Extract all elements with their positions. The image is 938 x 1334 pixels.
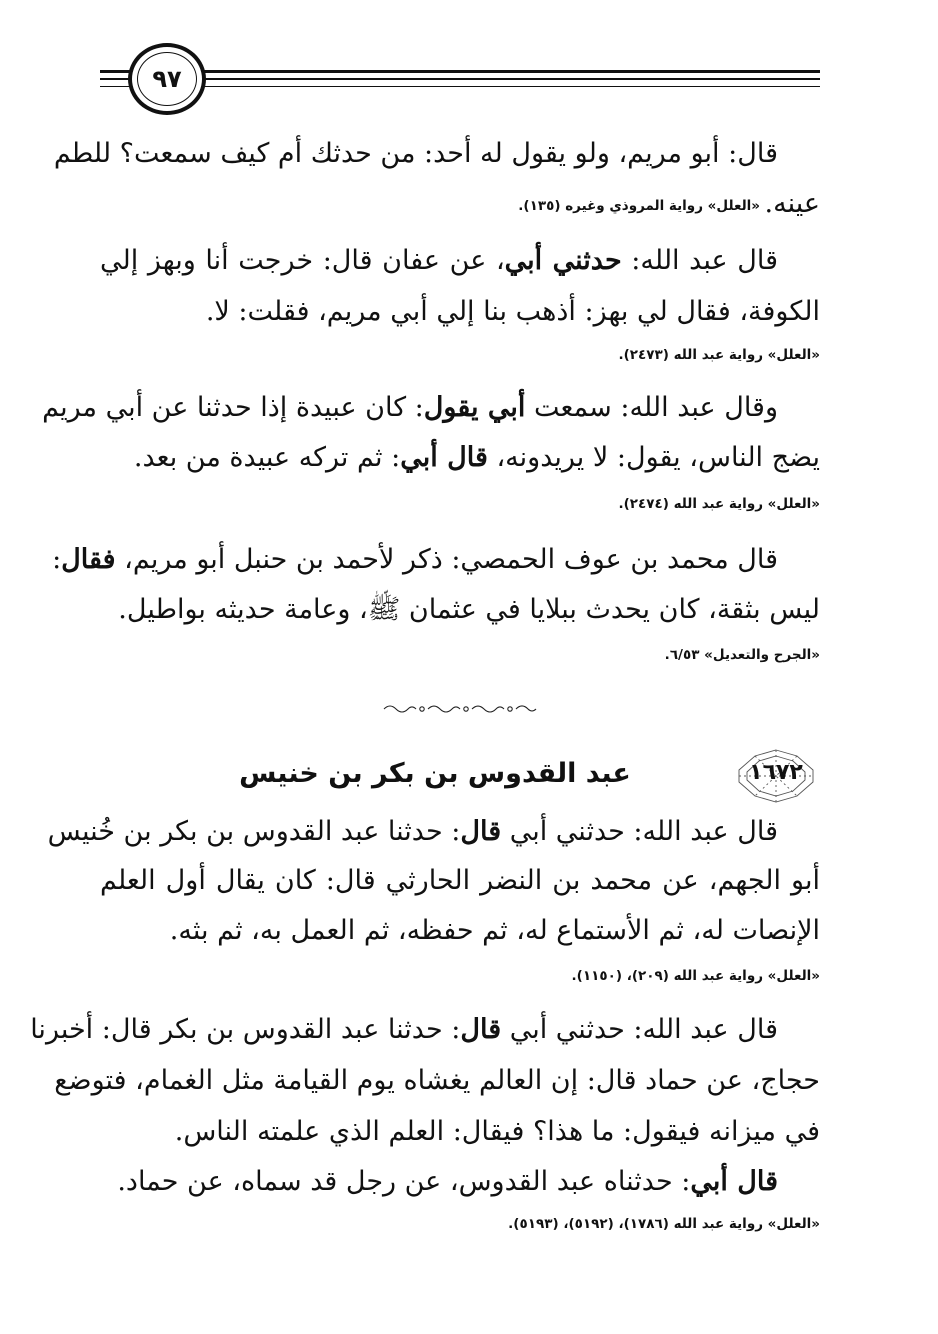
page-number: ٩٧ xyxy=(152,65,182,93)
source-citation: «العلل» رواية عبد الله (١٧٨٦)، (٥١٩٢)، (٥١٩٣). xyxy=(508,1216,820,1232)
text-line: ليس بثقة، كان يحدث ببلايا في عثمان ﷺ، وعامة حديثه بواطيل. xyxy=(118,594,820,625)
bold-span: حدثني أبي xyxy=(504,245,622,276)
text-line xyxy=(100,1162,820,1202)
text-span: ، عن عفان قال: خرجت أنا وبهز إلي xyxy=(100,245,505,276)
text-span: : ثم تركه عبيدة من بعد. xyxy=(133,442,401,473)
source-citation: «العلل» رواية عبد الله (٢٤٧٤). xyxy=(618,496,820,512)
text-line xyxy=(30,1010,820,1050)
text-line: عينه. xyxy=(764,188,820,219)
text-span: : كان عبيدة إذا حدثنا عن أبي مريم xyxy=(42,392,424,423)
text-span: : xyxy=(52,544,62,575)
text-line: قال: أبو مريم، ولو يقول له أحد: من حدثك أم كيف سمعت؟ للطم xyxy=(53,138,778,169)
bold-span: قال أبي xyxy=(400,442,488,473)
text-span: قال عبد الله: حدثني أبي xyxy=(501,816,778,847)
source-citation: «العلل» رواية عبد الله (٢٤٧٣). xyxy=(618,347,820,363)
text-line: أبو الجهم، عن محمد بن النضر الحارثي قال: كان يقال أول العلم xyxy=(100,865,820,896)
source-citation: «الجرح والتعديل» ٦/٥٣. xyxy=(664,647,820,663)
bold-span: أبي يقول xyxy=(423,392,526,423)
text-line xyxy=(52,540,820,580)
entry-number: ١٦٧٢ xyxy=(749,760,803,785)
page-number-badge xyxy=(128,43,206,115)
text-line: الكوفة، فقال لي بهز: أذهب بنا إلي أبي مريم، فقلت: لا. xyxy=(205,296,820,327)
header-rule xyxy=(100,86,820,87)
text-line xyxy=(42,388,820,428)
bold-span: قال أبي xyxy=(690,1166,778,1197)
bold-span: قال xyxy=(460,816,502,847)
source-citation: «العلل» رواية المروذي وغيره (١٣٥). xyxy=(518,198,760,214)
text-line xyxy=(47,812,820,852)
ornament-divider xyxy=(380,703,540,715)
text-line: حجاج، عن حماد قال: إن العالم يغشاه يوم القيامة مثل الغمام، فتوضع xyxy=(54,1065,820,1096)
entry-title: عبد القدوس بن بكر بن خنيس xyxy=(239,758,631,789)
text-span: قال محمد بن عوف الحمصي: ذكر لأحمد بن حنبل أبو مريم، xyxy=(115,544,778,575)
text-span: قال عبد الله: xyxy=(621,245,778,276)
text-span: قال عبد الله: حدثني أبي xyxy=(501,1014,778,1045)
text-span: وقال عبد الله: سمعت xyxy=(525,392,778,423)
text-line xyxy=(100,241,820,281)
text-line: الإنصات له، ثم الأستماع له، ثم حفظه، ثم العمل به، ثم بثه. xyxy=(169,915,820,946)
text-line xyxy=(100,438,820,478)
bold-span: فقال xyxy=(61,544,116,575)
text-span: : حدثناه عبد القدوس، عن رجل قد سماه، عن حماد. xyxy=(117,1166,691,1197)
text-span: : حدثنا عبد القدوس بن بكر بن خُنيس xyxy=(47,816,461,847)
text-span: : حدثنا عبد القدوس بن بكر قال: أخبرنا xyxy=(30,1014,461,1045)
text-span: يضج الناس، يقول: لا يريدونه، xyxy=(487,442,820,473)
header-rule xyxy=(100,78,820,80)
bold-span: قال xyxy=(460,1014,502,1045)
source-citation: «العلل» رواية عبد الله (٢٠٩)، (١١٥٠). xyxy=(571,968,820,984)
text-line: في ميزانه فيقول: ما هذا؟ فيقال: العلم الذي علمته الناس. xyxy=(174,1116,820,1147)
header-rule xyxy=(100,70,820,73)
